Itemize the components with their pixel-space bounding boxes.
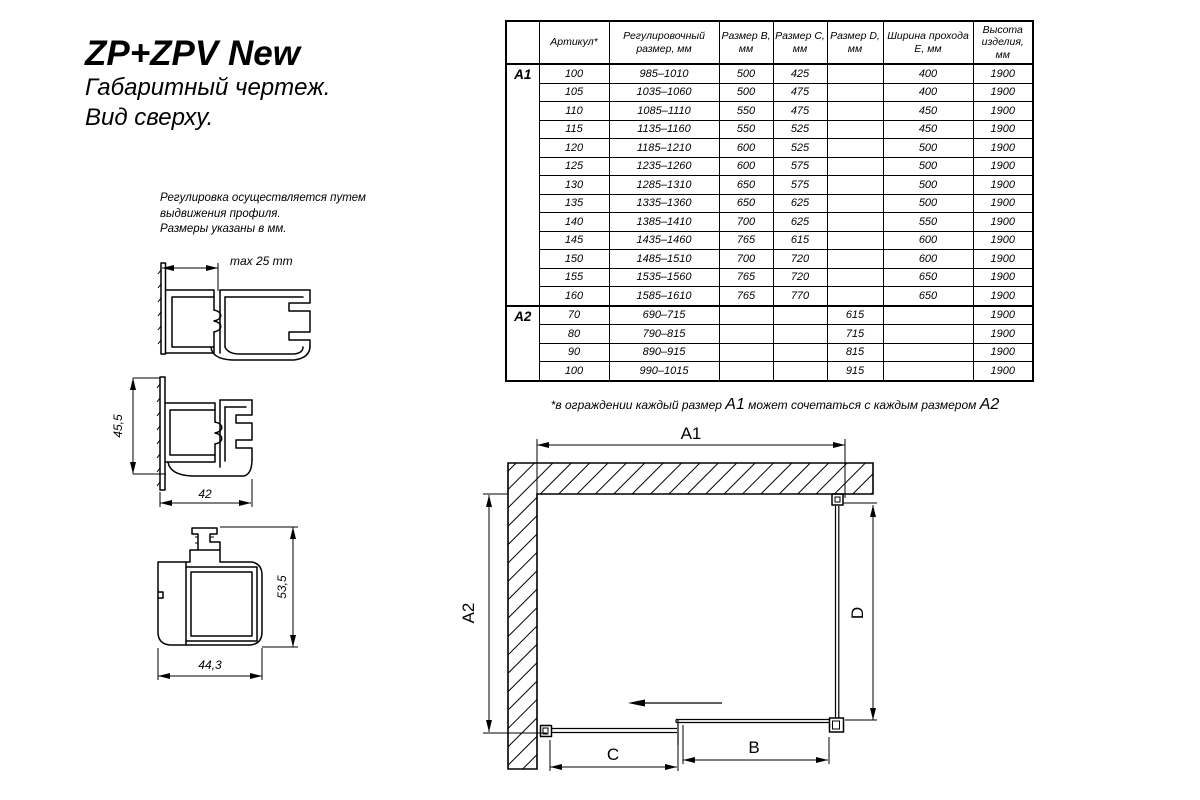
- profile3-height-label: 53,5: [275, 575, 289, 599]
- table-cell: 120: [539, 139, 609, 158]
- table-header-cell: Размер В, мм: [719, 21, 773, 64]
- profile-section-3: [140, 520, 315, 685]
- table-cell: 625: [773, 194, 827, 213]
- table-cell: [719, 362, 773, 381]
- drawing-type-subtitle: Габаритный чертеж.: [85, 73, 331, 101]
- plan-label-b: B: [748, 738, 760, 757]
- slide-direction-arrow: [628, 700, 722, 707]
- plan-label-c: C: [606, 745, 620, 764]
- table-cell: 1900: [973, 157, 1033, 176]
- table-cell: 890–915: [609, 343, 719, 362]
- table-cell: 1900: [973, 139, 1033, 158]
- profile3-width-dimension: [158, 648, 262, 680]
- table-cell: 1235–1260: [609, 157, 719, 176]
- table-header-cell: Ширина прохода Е, мм: [883, 21, 973, 64]
- table-cell: 525: [773, 120, 827, 139]
- table-row: [506, 83, 1033, 102]
- table-cell: [827, 120, 883, 139]
- table-cell: 1435–1460: [609, 231, 719, 250]
- table-header: [506, 21, 1033, 64]
- table-cell: 1485–1510: [609, 250, 719, 269]
- table-cell: 985–1010: [609, 64, 719, 83]
- footnote-size-ref: А1: [725, 396, 745, 413]
- table-cell: 450: [883, 102, 973, 121]
- table-cell: 115: [539, 120, 609, 139]
- table-cell: 575: [773, 157, 827, 176]
- table-footnote: [505, 396, 1045, 414]
- table-cell: [827, 139, 883, 158]
- bottom-right-corner-connector: [830, 718, 844, 732]
- max-extension-label: max 25 mm: [230, 254, 293, 268]
- table-cell: 550: [719, 102, 773, 121]
- profile1-channel: [166, 290, 221, 353]
- table-cell: [719, 343, 773, 362]
- table-cell: 615: [773, 231, 827, 250]
- table-cell: 1900: [973, 250, 1033, 269]
- table-cell: 550: [883, 213, 973, 232]
- table-cell: 500: [719, 83, 773, 102]
- table-cell: 770: [773, 287, 827, 306]
- table-cell: 110: [539, 102, 609, 121]
- table-cell: [883, 362, 973, 381]
- table-cell: 145: [539, 231, 609, 250]
- table-cell: 475: [773, 102, 827, 121]
- table-cell: 1900: [973, 306, 1033, 325]
- profile1-wall-plate: [158, 263, 166, 354]
- footnote-size-ref: А2: [979, 396, 1000, 413]
- table-cell: 160: [539, 287, 609, 306]
- table-cell: [827, 176, 883, 195]
- table-cell: 690–715: [609, 306, 719, 325]
- profile1-max-extension-dimension: [162, 254, 293, 291]
- table-cell: [883, 306, 973, 325]
- profile3-body: [158, 528, 262, 645]
- table-cell: 650: [719, 194, 773, 213]
- table-row: [506, 306, 1033, 325]
- table-cell: 155: [539, 268, 609, 287]
- table-cell: 135: [539, 194, 609, 213]
- table-cell: 140: [539, 213, 609, 232]
- table-cell: 1385–1410: [609, 213, 719, 232]
- table-row: [506, 213, 1033, 232]
- drawing-view-subtitle: Вид сверху.: [85, 103, 214, 131]
- table-row: [506, 268, 1033, 287]
- table-row: [506, 102, 1033, 121]
- table-cell: 1900: [973, 102, 1033, 121]
- table-cell: 500: [883, 139, 973, 158]
- profile2-height-dimension: [111, 378, 166, 474]
- plan-label-a2: A2: [459, 602, 478, 624]
- table-cell: 70: [539, 306, 609, 325]
- table-header-row: [506, 21, 1033, 64]
- table-row: [506, 325, 1033, 344]
- table-cell: [883, 325, 973, 344]
- table-cell: 100: [539, 362, 609, 381]
- table-cell: [827, 231, 883, 250]
- profile3-glass-tab: [192, 528, 220, 550]
- table-cell: 425: [773, 64, 827, 83]
- dimension-c: [550, 740, 678, 771]
- profile2-height-label: 45,5: [111, 414, 125, 438]
- profile2-width-dimension: [160, 479, 252, 507]
- table-cell: 815: [827, 343, 883, 362]
- table-cell: 625: [773, 213, 827, 232]
- table-cell: 1900: [973, 64, 1033, 83]
- table-cell: 1900: [973, 343, 1033, 362]
- table-cell: 615: [827, 306, 883, 325]
- table-cell: 650: [883, 268, 973, 287]
- table-cell: 525: [773, 139, 827, 158]
- table-cell: 1900: [973, 268, 1033, 287]
- table-cell: 1900: [973, 83, 1033, 102]
- table-cell: 400: [883, 83, 973, 102]
- table-row: [506, 231, 1033, 250]
- table-cell: [827, 102, 883, 121]
- table-cell: [827, 213, 883, 232]
- table-cell: 400: [883, 64, 973, 83]
- table-cell: [773, 343, 827, 362]
- table-cell: 100: [539, 64, 609, 83]
- table-cell: [773, 362, 827, 381]
- table-cell: 1085–1110: [609, 102, 719, 121]
- table-header-cell: Размер D, мм: [827, 21, 883, 64]
- table-cell: 500: [883, 157, 973, 176]
- table-cell: 500: [719, 64, 773, 83]
- table-header-cell: Размер С, мм: [773, 21, 827, 64]
- table-cell: 720: [773, 268, 827, 287]
- note-line-1: Регулировка осуществляется путем: [160, 192, 366, 204]
- front-panels: [541, 700, 830, 746]
- profile2-width-label: 42: [198, 487, 212, 501]
- table-cell: [827, 64, 883, 83]
- table-cell: 650: [719, 176, 773, 195]
- table-cell: 715: [827, 325, 883, 344]
- table-cell: 475: [773, 83, 827, 102]
- table-cell: [883, 343, 973, 362]
- table-cell: 915: [827, 362, 883, 381]
- top-corner-connector: [832, 494, 843, 505]
- table-cell: 500: [883, 176, 973, 195]
- footnote-text: может сочетаться с каждым размером: [744, 398, 980, 412]
- table-cell: 600: [883, 250, 973, 269]
- table-cell: 1900: [973, 213, 1033, 232]
- sliding-door-panel: [676, 720, 829, 723]
- table-cell: 765: [719, 268, 773, 287]
- table-cell: 1900: [973, 194, 1033, 213]
- table-cell: 765: [719, 287, 773, 306]
- note-line-3: Размеры указаны в мм.: [160, 223, 287, 236]
- profile3-width-label: 44,3: [198, 658, 222, 672]
- dimension-b: [683, 725, 829, 764]
- table-row: [506, 362, 1033, 381]
- table-row: [506, 250, 1033, 269]
- table-cell: 1900: [973, 287, 1033, 306]
- note-line-2: выдвижения профиля.: [160, 207, 281, 220]
- table-cell: [827, 157, 883, 176]
- table-cell: 1185–1210: [609, 139, 719, 158]
- table-cell: 1285–1310: [609, 176, 719, 195]
- side-glass-panel: [830, 494, 844, 732]
- table-cell: 1035–1060: [609, 83, 719, 102]
- profile3-height-dimension: [220, 527, 298, 647]
- table-cell: 1900: [973, 176, 1033, 195]
- plan-label-a1: A1: [680, 424, 702, 443]
- profile2-channel: [165, 403, 222, 462]
- title-block: [85, 36, 330, 133]
- profile2-adjustable-profile: [168, 400, 252, 476]
- table-cell: 1585–1610: [609, 287, 719, 306]
- table-corner-cell: [506, 21, 539, 64]
- dimension-d: [843, 503, 877, 720]
- table-cell: 105: [539, 83, 609, 102]
- group-label-cell: А2: [506, 306, 539, 381]
- table-cell: [827, 287, 883, 306]
- table-cell: 1900: [973, 325, 1033, 344]
- table-cell: 600: [883, 231, 973, 250]
- table-cell: 1900: [973, 120, 1033, 139]
- table-cell: [773, 325, 827, 344]
- table-header-cell: Артикул*: [539, 21, 609, 64]
- profile1-adjustable-profile: [211, 290, 310, 360]
- table-cell: 550: [719, 120, 773, 139]
- table-cell: [827, 194, 883, 213]
- table-header-cell: Высота изделия, мм: [973, 21, 1033, 64]
- table-cell: [827, 268, 883, 287]
- table-cell: [719, 306, 773, 325]
- table-cell: 80: [539, 325, 609, 344]
- table-cell: 1335–1360: [609, 194, 719, 213]
- plan-top-view: [455, 423, 915, 793]
- table-cell: [719, 325, 773, 344]
- table-cell: 90: [539, 343, 609, 362]
- table-cell: 125: [539, 157, 609, 176]
- table-cell: 600: [719, 139, 773, 158]
- table-cell: [773, 306, 827, 325]
- table-header-cell: Регулировочный размер, мм: [609, 21, 719, 64]
- table-row: [506, 157, 1033, 176]
- table-cell: 500: [883, 194, 973, 213]
- table-cell: 600: [719, 157, 773, 176]
- dimensions-table: [505, 20, 1034, 382]
- table-cell: 1535–1560: [609, 268, 719, 287]
- profile-section-1: [148, 246, 333, 368]
- product-title: ZP+ZPV New: [85, 34, 300, 73]
- footnote-text: *в ограждении каждый размер: [550, 398, 726, 412]
- table-row: [506, 64, 1033, 83]
- table-cell: 1135–1160: [609, 120, 719, 139]
- table-cell: 990–1015: [609, 362, 719, 381]
- table-row: [506, 139, 1033, 158]
- table-cell: 700: [719, 250, 773, 269]
- table-cell: 700: [719, 213, 773, 232]
- table-row: [506, 287, 1033, 306]
- group-label-cell: А1: [506, 64, 539, 306]
- adjustment-note: [160, 191, 366, 238]
- table-cell: 450: [883, 120, 973, 139]
- table-row: [506, 120, 1033, 139]
- table-cell: 1900: [973, 231, 1033, 250]
- table-cell: 650: [883, 287, 973, 306]
- table-cell: 765: [719, 231, 773, 250]
- table-cell: 720: [773, 250, 827, 269]
- profile-section-2: [108, 372, 268, 512]
- table-cell: [827, 250, 883, 269]
- table-cell: 1900: [973, 362, 1033, 381]
- table-body: [506, 64, 1033, 381]
- profile2-wall-plate: [157, 377, 165, 490]
- fixed-front-panel: [551, 720, 678, 745]
- table-cell: 790–815: [609, 325, 719, 344]
- bottom-left-corner-connector: [541, 726, 552, 737]
- table-row: [506, 343, 1033, 362]
- table-cell: 575: [773, 176, 827, 195]
- table-cell: [827, 83, 883, 102]
- plan-label-d: D: [848, 606, 867, 620]
- table-row: [506, 176, 1033, 195]
- table-cell: 150: [539, 250, 609, 269]
- table-row: [506, 194, 1033, 213]
- dimensions-table-wrap: [505, 20, 1034, 382]
- table-cell: 130: [539, 176, 609, 195]
